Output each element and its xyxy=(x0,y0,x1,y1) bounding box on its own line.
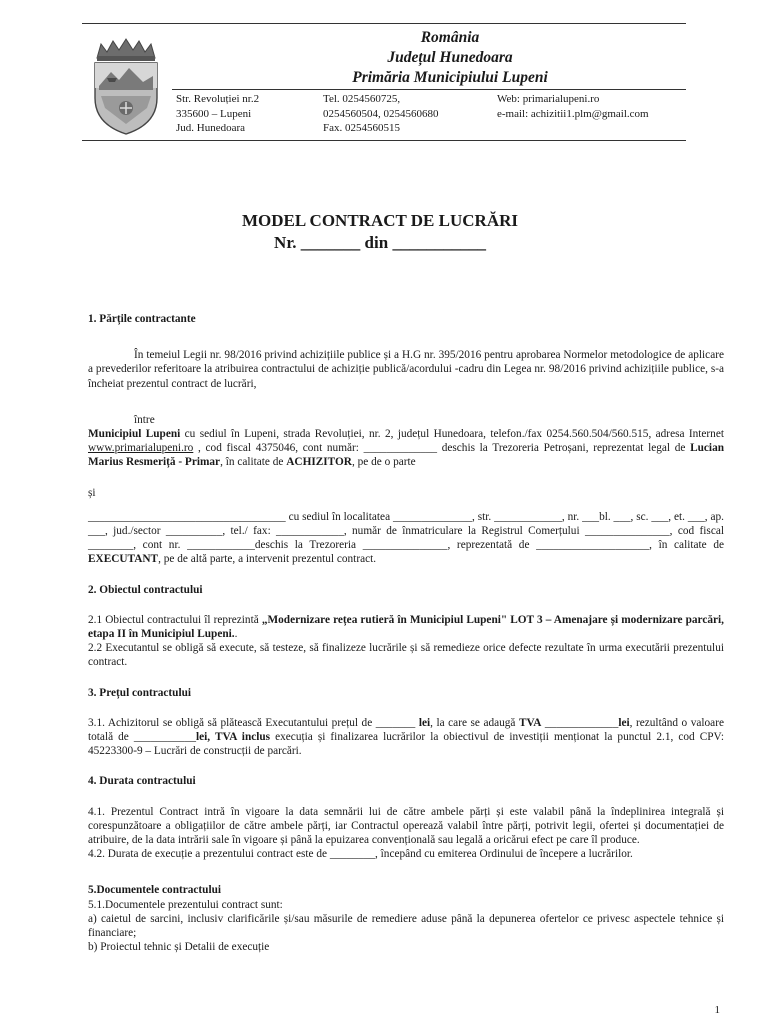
paragraph: 5.1.Documentele prezentului contract sunt: xyxy=(88,898,283,911)
text-span: , pe de o parte xyxy=(351,456,416,469)
text-span: lei xyxy=(618,716,630,729)
text-span: , pe de altă parte, a intervenit prezentul contract. xyxy=(158,553,377,566)
text-span: lei, TVA inclus xyxy=(196,731,271,744)
party-one-paragraph xyxy=(88,427,724,470)
coat-of-arms-icon xyxy=(87,36,165,136)
paragraph: În temeiul Legii nr. 98/2016 privind achizițiile publice și a H.G nr. 395/2016 pentru aprobarea Normelor metodologice de aplicare a prevederilor referitoare la atribuirea contractului de achiziție publică/acordului -cadru din Legea nr. 98/2016 privind achizițiile publice, s-a încheiat prezentul contract de lucrări, xyxy=(88,349,724,390)
letterhead-county: Județul Hunedoara xyxy=(387,49,513,66)
header-top-rule xyxy=(82,23,686,24)
contract-object: „Modernizare rețea rutieră în Municipiul Lupeni" LOT 3 – Amenajare și modernizare parcări, etapa II în Municipiul Lupeni. xyxy=(88,613,724,641)
text-span: . xyxy=(234,628,238,641)
address-line: Str. Revoluției nr.2 xyxy=(176,93,260,105)
section-heading: 3. Prețul contractului xyxy=(88,686,192,699)
text-span: , rezultând o valoare totală de ___________ xyxy=(88,716,724,744)
title-line: MODEL CONTRACT DE LUCRĂRI xyxy=(242,211,518,230)
party-one-representative: Lucian Marius Resmeriță - Primar xyxy=(88,442,724,469)
paragraph: între xyxy=(134,413,155,426)
paragraph: 2.2 Executantul se obligă să execute, să testeze, să finalizeze lucrările și să remedieze orice defecte rezultate în urma executării prezentului contract. xyxy=(88,642,724,669)
section-heading: 2. Obiectul contractului xyxy=(88,583,203,596)
text-span: 3.1. Achizitorul se obligă să plătească Executantului prețul de _______ xyxy=(88,716,419,729)
phone-line: Fax. 0254560515 xyxy=(323,122,400,134)
text-span: lei xyxy=(418,716,431,729)
paragraph xyxy=(88,613,724,641)
text-span: , cod fiscal 4375046, cont număr: _____________ deschis la Trezoreria Petroșani, reprezentat legal de xyxy=(193,442,691,455)
contract-number-line: Nr. _______ din ___________ xyxy=(274,233,486,252)
website-link[interactable]: www.primarialupeni.ro xyxy=(88,442,194,455)
party-one-name: Municipiul Lupeni xyxy=(88,428,181,441)
text-span: TVA xyxy=(518,716,542,729)
paragraph xyxy=(88,716,724,759)
phone-line: Tel. 0254560725, xyxy=(323,93,401,105)
address-line: 335600 – Lupeni xyxy=(176,107,252,120)
document-title xyxy=(200,210,560,254)
contract-body xyxy=(88,312,724,955)
address-line: Jud. Hunedoara xyxy=(176,122,246,134)
header-bottom-rule xyxy=(82,140,686,141)
text-span: _____________ xyxy=(541,716,619,729)
text-span: , la care se adaugă xyxy=(430,716,519,729)
letterhead-country: România xyxy=(420,29,480,46)
section-heading: 4. Durata contractului xyxy=(88,775,196,788)
party-two-paragraph xyxy=(88,510,724,567)
text-span: ___________________________________ cu sediul în localitatea ______________, str. ____________, nr. ___bl. ___, sc. ___, et. ___, ap. ___, jud./sector __________, tel./ fax: ____________, număr de înmatriculare la Registrul Comerțului _______________, cod fiscal ________, cont nr. ____________deschis la Trezoreria _______________, reprezentată de ____________________, în calitate de xyxy=(88,510,724,552)
page-number: 1 xyxy=(714,1004,720,1016)
party-one-role: ACHIZITOR xyxy=(286,456,352,469)
text-span: execuția și finalizarea lucrărilor la obiectivul de investiții menționat la punctul 2.1, cod CPV: 45223300-9 – Lucrări de construcții de parcări. xyxy=(88,731,725,758)
letterhead-institution: Primăria Municipiului Lupeni xyxy=(352,69,548,86)
section-heading: 1. Părțile contractante xyxy=(88,313,196,325)
text-span: , în calitate de xyxy=(220,456,287,469)
party-two-role: EXECUTANT xyxy=(88,553,159,566)
header-middle-rule xyxy=(172,89,686,90)
phone-line: 0254560504, 0254560680 xyxy=(323,107,439,120)
letterhead-contact xyxy=(497,92,649,121)
letterhead-phones xyxy=(323,92,439,136)
section-heading: 5.Documentele contractului xyxy=(88,884,222,897)
text-span: 2.1 Obiectul contractului îl reprezintă xyxy=(88,613,262,626)
web-address: Web: primarialupeni.ro xyxy=(497,93,600,105)
letterhead-titles xyxy=(300,28,600,88)
paragraph: și xyxy=(88,486,96,499)
list-item: b) Proiectul tehnic și Detalii de execuție xyxy=(88,941,270,954)
paragraph: 4.2. Durata de execuție a prezentului contract este de ________, începând cu emiterea Ordinului de începere a lucrărilor. xyxy=(88,848,633,861)
text-span: cu sediul în Lupeni, strada Revoluției, nr. 2, județul Hunedoara, telefon./fax 0254.560.504/560.515, adresa Internet xyxy=(180,428,724,441)
list-item: a) caietul de sarcini, inclusiv clarificările și/sau măsurile de remediere aduse până la depunerea ofertelor ce privesc aspectele tehnice și financiare; xyxy=(88,912,724,940)
letterhead-address xyxy=(176,92,259,136)
paragraph: 4.1. Prezentul Contract intră în vigoare la data semnării lui de către ambele părți și este valabil până la îndeplinirea integrală și corespunzătoare a obligațiilor de către ambele părți, iar Contractul operează valabil între părți, potrivit legii, ofertei și documentației de atribuire, de la data intrării sale în vigoare și până la epuizarea convențională sau legală a oricărui efect pe care îl produce. xyxy=(88,805,724,847)
email-address: e-mail: achizitii1.plm@gmail.com xyxy=(497,107,649,120)
